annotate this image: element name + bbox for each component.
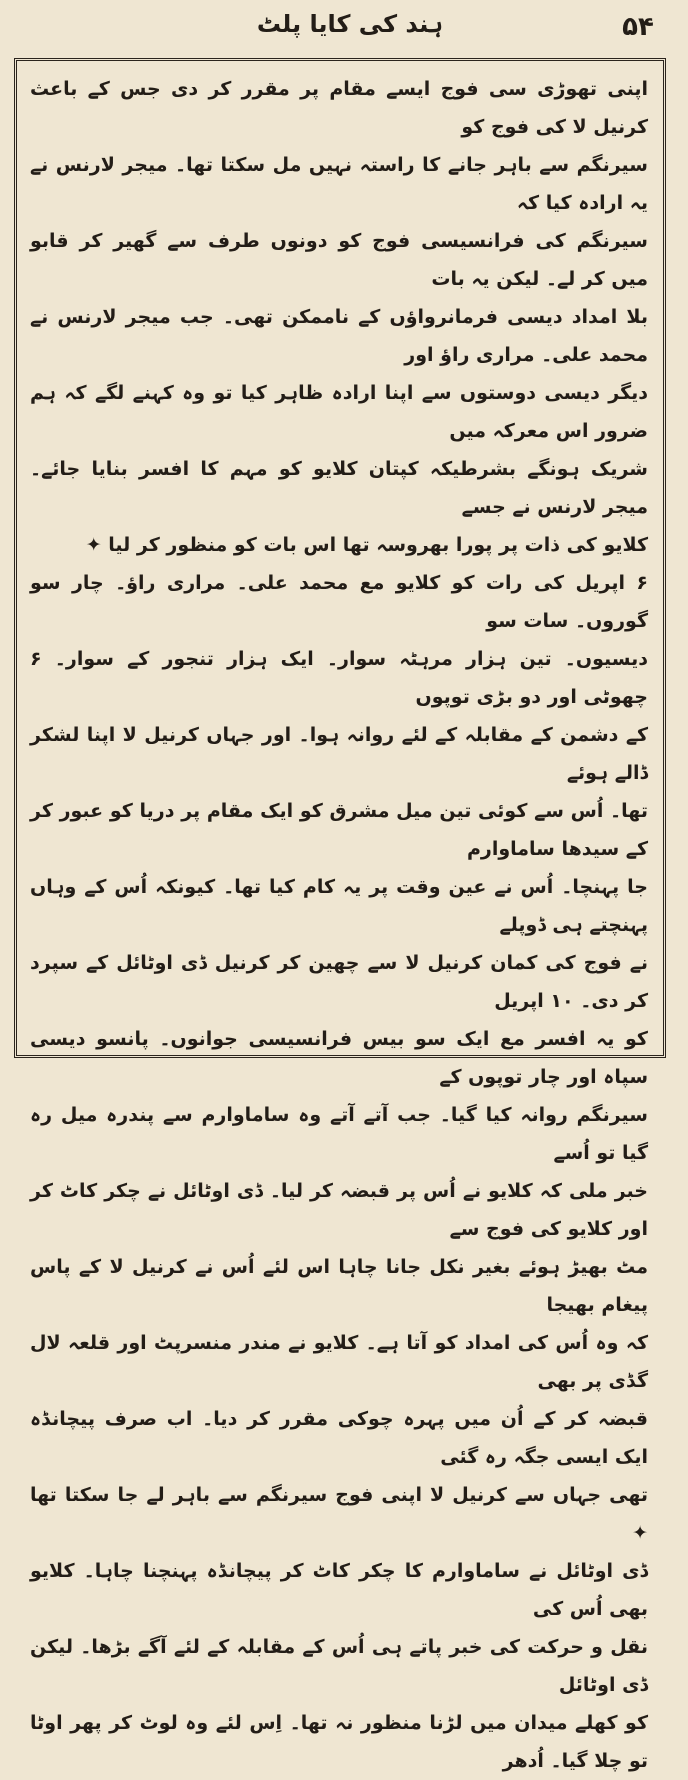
page-header xyxy=(0,0,688,50)
paragraph-3: ڈی اوٹائل نے ساماوارم کا چکر کاٹ کر پیچانڈہ پہنچنا چاہا۔ کلایو بھی اُس کی نقل و حرکت کی خبر پاتے ہی اُس کے مقابلہ کے لئے آگے بڑھا۔ لیکن ڈی اوٹائل کو کھلے میدان میں لڑنا منظور نہ تھا۔ اِس لئے وہ لوٹ کر پھر اوٹا تو چلا گیا۔ اُدھر xyxy=(30,1560,648,1772)
page-number: ۵۴ xyxy=(622,12,654,42)
running-title: ہند کی کایا پلٹ xyxy=(256,10,444,38)
paragraph-2: ۶ اپریل کی رات کو کلایو مع محمد علی۔ مراری راؤ۔ چار سو گوروں۔ سات سو دیسیوں۔ تین ہزار مرہٹہ سوار۔ ایک ہزار تنجور کے سوار۔ ۶ چھوٹی اور دو بڑی توپوں کے دشمن کے مقابلہ کے لئے روانہ ہوا۔ اور جہاں کرنیل لا اپنا لشکر ڈالے ہوئے تھا۔ اُس سے کوئی تین میل مشرق کو ایک مقام پر دریا کو عبور کر کے سیدھا ساماوارم جا پہنچا۔ اُس نے عین وقت پر یہ کام کیا تھا۔ کیونکہ اُس کے وہاں پہنچتے ہی ڈوپلے نے فوج کی کمان کرنیل لا سے چھین کر کرنیل ڈی اوٹائل کے سپرد کر دی۔ ۱۰ اپریل کو یہ افسر مع ایک سو بیس فرانسیسی جوانوں۔ پانسو دیسی سپاہ اور چار توپوں کے سیرنگم روانہ کیا گیا۔ جب آتے آتے وہ ساماوارم سے پندرہ میل رہ گیا تو اُسے خبر ملی کہ کلایو نے اُس پر قبضہ کر لیا۔ ڈی اوٹائل نے چکر کاٹ کر اور کلایو کی فوج سے مٹ بھیڑ ہوئے بغیر نکل جانا چاہا اس لئے اُس نے کرنیل لا کے پاس پیغام بھیجا کہ وہ اُس کی امداد کو آتا ہے۔ کلایو نے مندر منسرپٹ اور قلعہ لال گڈی پر بھی قبضہ کر کے اُن میں پہرہ چوکی مقرر کر دیا۔ اب صرف پیچانڈہ ایک ایسی جگہ رہ گئی تھی جہاں سے کرنیل لا اپنی فوج سیرنگم سے باہر لے جا سکتا تھا ✦ xyxy=(30,572,648,1544)
body-text xyxy=(30,70,648,1780)
paragraph-1: اپنی تھوڑی سی فوج ایسے مقام پر مقرر کر دی جس کے باعث کرنیل لا کی فوج کو سیرنگم سے باہر جانے کا راستہ نہیں مل سکتا تھا۔ میجر لارنس نے یہ ارادہ کیا کہ سیرنگم کی فرانسیسی فوج کو دونوں طرف سے گھیر کر قابو میں کر لے۔ لیکن یہ بات بلا امداد دیسی فرمانرواؤں کے ناممکن تھی۔ جب میجر لارنس نے محمد علی۔ مراری راؤ اور دیگر دیسی دوستوں سے اپنا ارادہ ظاہر کیا تو وہ کہنے لگے کہ ہم ضرور اس معرکہ میں شریک ہونگے بشرطیکہ کپتان کلایو کو مہم کا افسر بنایا جائے۔ میجر لارنس نے جسے کلایو کی ذات پر پورا بھروسہ تھا اس بات کو منظور کر لیا ✦ xyxy=(30,78,648,556)
